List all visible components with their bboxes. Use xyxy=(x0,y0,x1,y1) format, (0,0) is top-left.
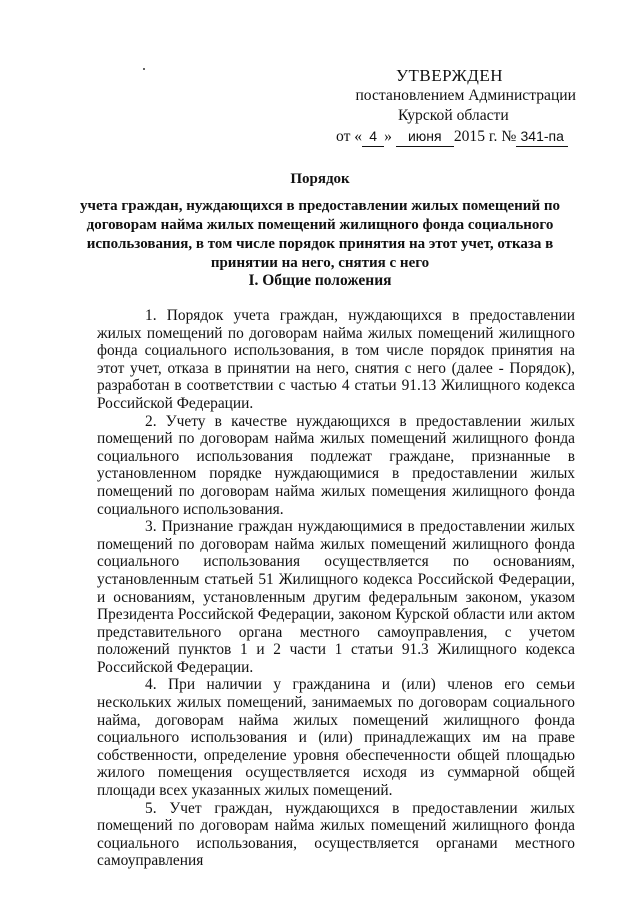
paragraph-4: 4. При наличии у гражданина и (или) членов его семьи нескольких жилых помещений, занимаемых по договорам социального найма, договорам найма жилых помещений жилищного фонда социального использования и (или) принадлежащих им на праве собственности, определение уровня обеспеченности общей площадью жилого помещения осуществляется исходя из суммарной общей площади всех указанных жилых помещений. xyxy=(97,676,575,800)
scan-speck xyxy=(143,68,145,70)
approval-block xyxy=(336,66,576,147)
document-number: 341-па xyxy=(516,126,568,147)
paragraph-1: 1. Порядок учета граждан, нуждающихся в предоставлении жилых помещений по договорам найма жилых помещений жилищного фонда социального использования, в том числе порядок принятия на этот учет, отказа в принятии на него, снятия с него (далее - Порядок), разработан в соответствии с частью 4 статьи 91.13 Жилищного кодекса Российской Федерации. xyxy=(97,307,575,412)
date-prefix: от « xyxy=(336,128,363,145)
document-title xyxy=(60,170,580,273)
date-year: 2015 г. № xyxy=(453,128,517,145)
title-line: принятии на него, снятия с него xyxy=(210,255,430,271)
title-line: учета граждан, нуждающихся в предоставлении жилых помещений по xyxy=(80,198,560,214)
paragraph-5: 5. Учет граждан, нуждающихся в предоставлении жилых помещений по договорам найма жилых помещений жилищного фонда социального использования, осуществляется органами местного самоуправления xyxy=(97,799,575,870)
date-mid: » xyxy=(384,128,392,145)
approval-date-line xyxy=(336,126,576,147)
title-line: договорам найма жилых помещений жилищного фонда социального xyxy=(86,217,554,233)
approval-line-2: Курской области xyxy=(398,107,509,124)
title-heading: Порядок xyxy=(290,171,350,187)
approval-line-1: постановлением Администрации xyxy=(355,87,576,104)
date-month: июня xyxy=(396,126,454,147)
date-day: 4 xyxy=(362,126,384,147)
approval-title: УТВЕРЖДЕН xyxy=(396,66,503,85)
paragraph-2: 2. Учету в качестве нуждающихся в предоставлении жилых помещений по договорам найма жилых помещений жилищного фонда социального использования подлежат граждане, признанные в установленном порядке нуждающимися в предоставлении жилых помещений по договорам найма жилых помещения жилищного фонда социального использования. xyxy=(97,412,575,518)
title-line: использования, в том числе порядок принятия на этот учет, отказа в xyxy=(86,236,554,252)
section-title: I. Общие положения xyxy=(248,272,392,289)
paragraph-3: 3. Признание граждан нуждающимися в предоставлении жилых помещений по договорам найма жилых помещений жилищного фонда социального использования осуществляется по основаниям, установленным статьей 51 Жилищного кодекса Российской Федерации, и основаниям, установленным другим федеральным законом, указом Президента Российской Федерации, законом Курской области или актом представительного органа местного самоуправления, с учетом положений пунктов 1 и 2 части 1 статьи 91.3 Жилищного кодекса Российской Федерации. xyxy=(97,518,575,676)
document-body xyxy=(97,307,575,870)
